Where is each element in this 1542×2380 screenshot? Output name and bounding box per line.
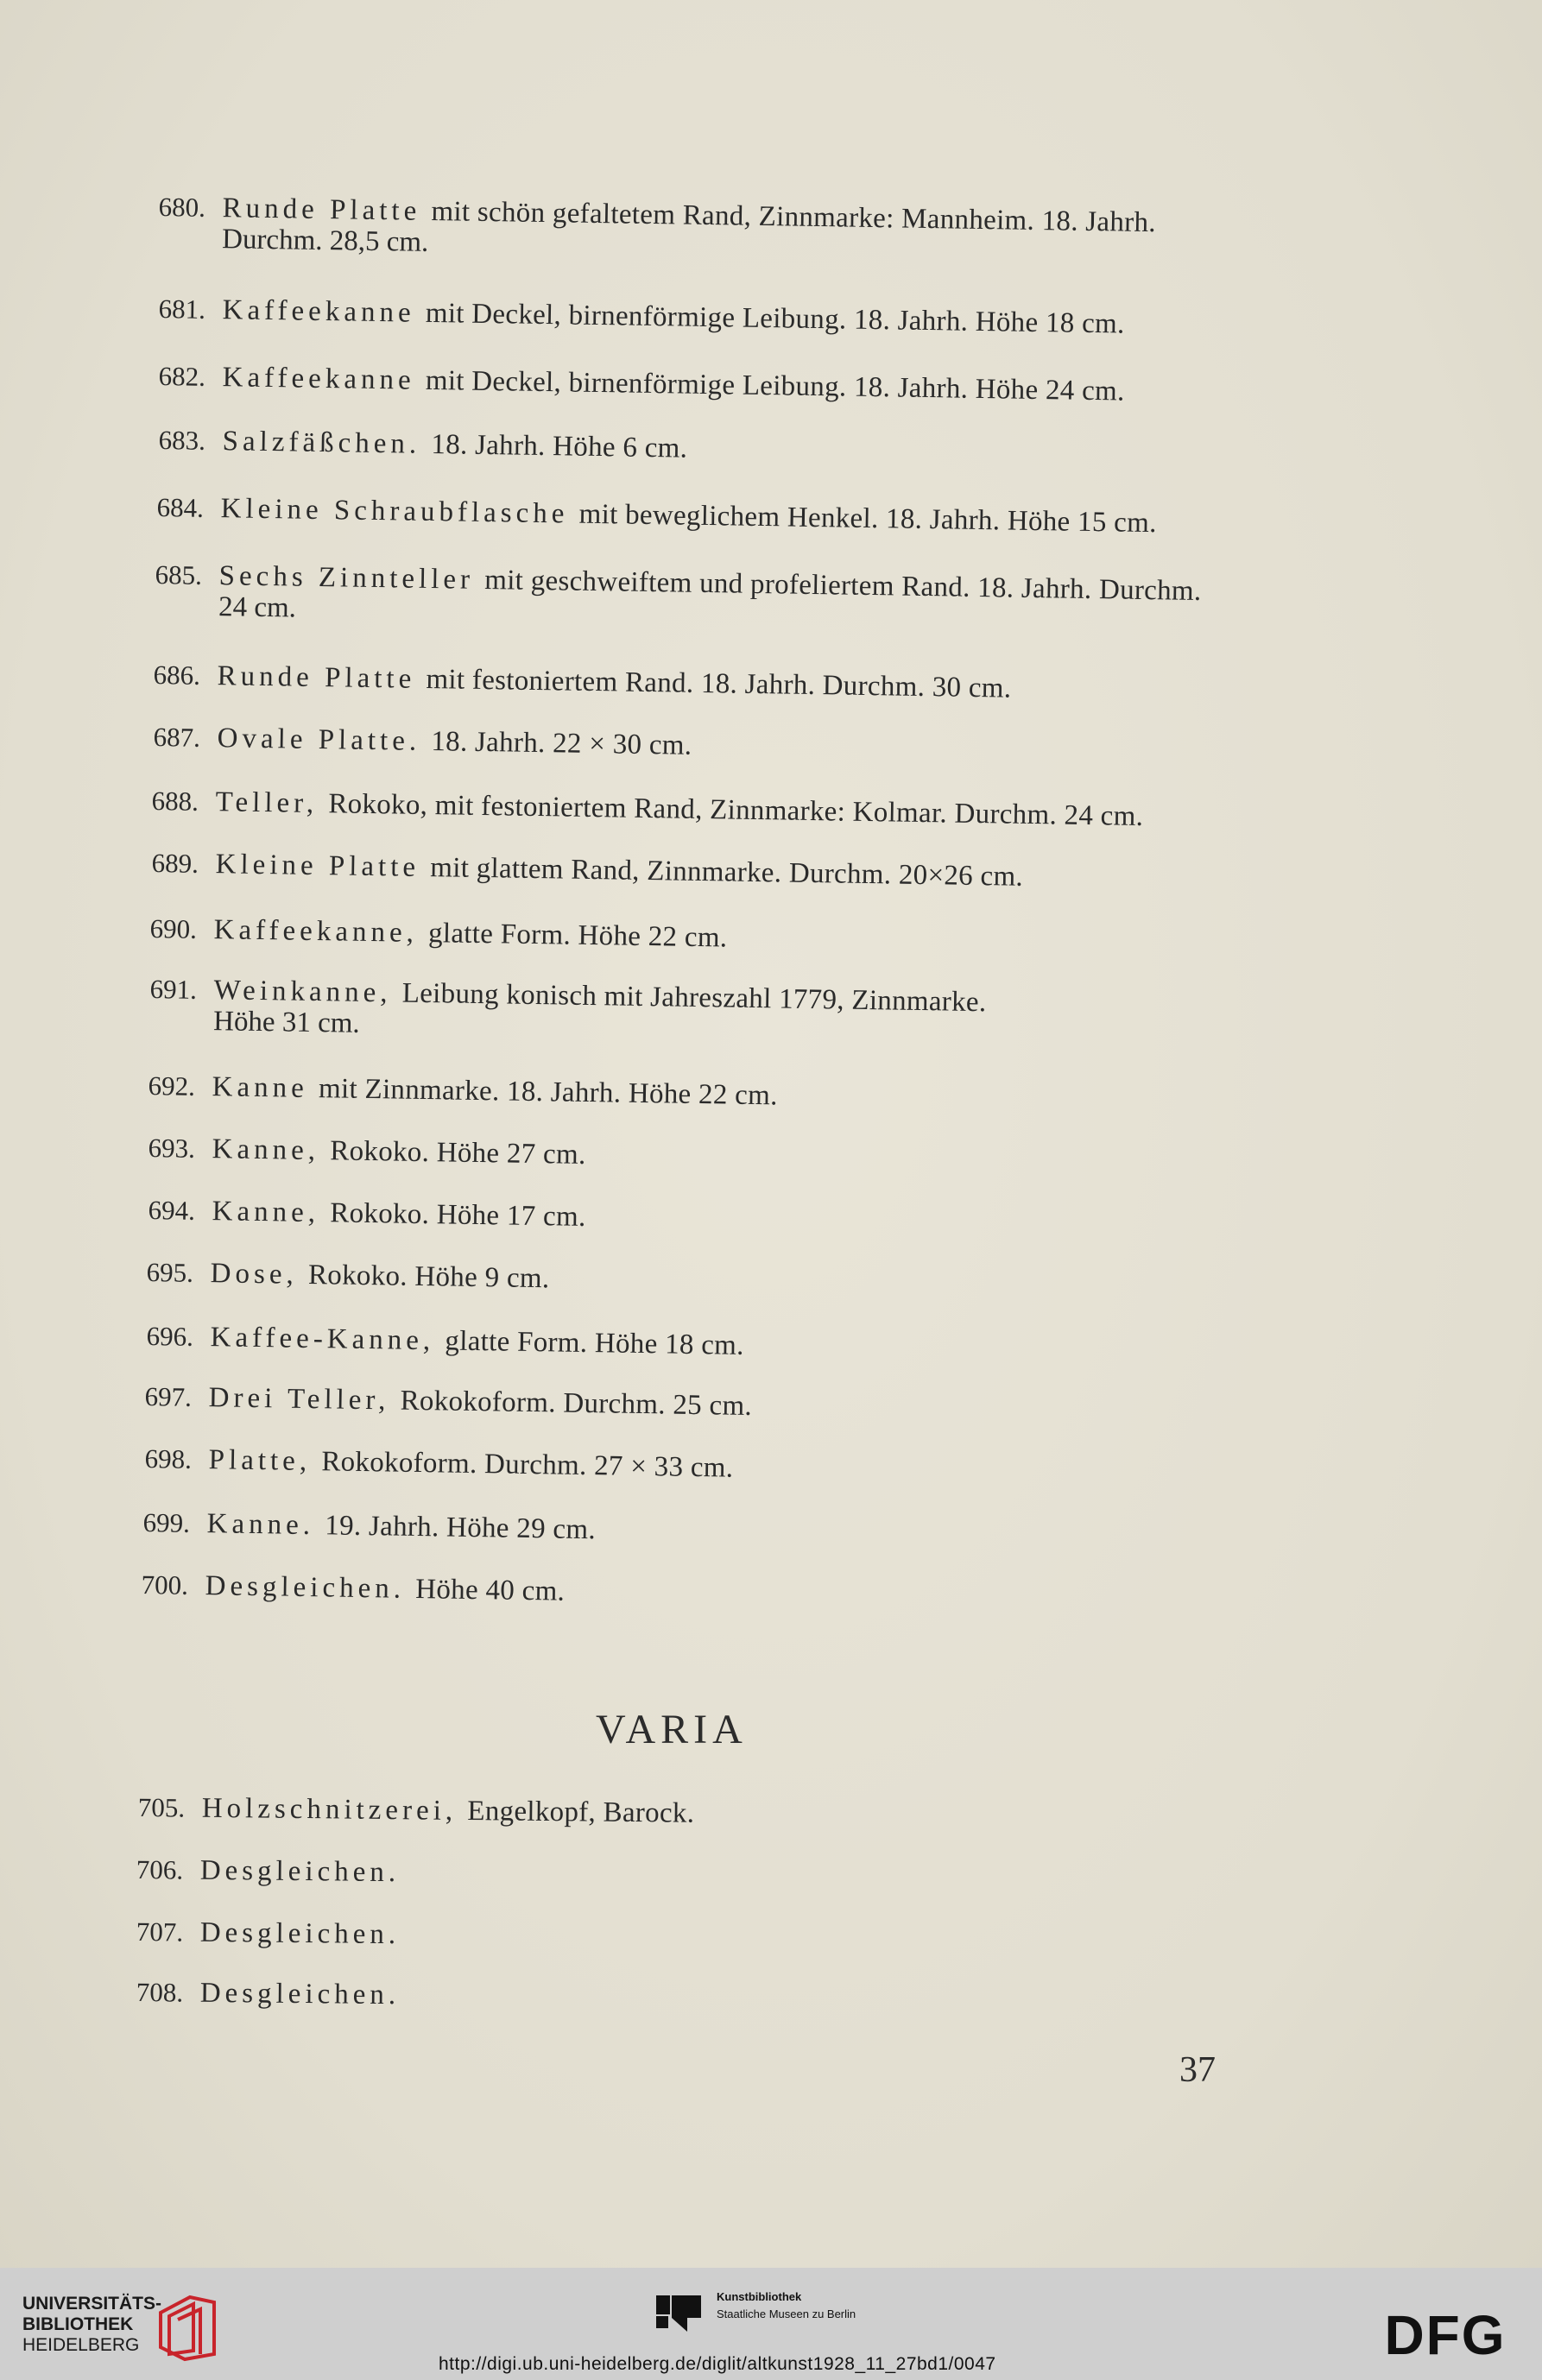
library-name-line3: HEIDELBERG [22, 2335, 140, 2355]
entry-title: Kanne. [206, 1508, 315, 1542]
entry-continuation: Durchm. 28,5 cm. [221, 224, 429, 258]
varia-entry [138, 1792, 1261, 1835]
entry-title: Kaffeekanne, [213, 914, 419, 949]
page-number: 37 [1179, 2050, 1216, 2090]
entry-title: Sechs Zinnteller [218, 560, 475, 596]
entry-number: 688. [151, 786, 199, 817]
entry-title: Kaffeekanne [222, 362, 415, 396]
entry-title: Desgleichen. [199, 1916, 401, 1951]
catalog-entry [156, 492, 1279, 540]
catalog-entry [153, 722, 1275, 770]
entry-number: 705. [137, 1792, 186, 1823]
kunstbibliothek-text [717, 2288, 856, 2323]
entry-description: Engelkopf, Barock. [467, 1795, 695, 1829]
entry-description: glatte Form. Höhe 18 cm. [445, 1325, 745, 1361]
entry-number: 693. [148, 1133, 196, 1164]
entry-title: Holzschnitzerei, [201, 1792, 458, 1827]
entry-number: 689. [151, 848, 199, 879]
entry-number: 700. [141, 1569, 189, 1600]
entry-number: 685. [155, 559, 203, 590]
catalog-entry [148, 1070, 1270, 1119]
entry-title: Drei Teller, [208, 1382, 390, 1417]
dfg-logo-text: DFG [1384, 2306, 1507, 2361]
entry-number: 707. [136, 1916, 184, 1948]
entry-number: 696. [146, 1321, 194, 1352]
entry-continuation: 24 cm. [218, 591, 297, 624]
entry-number: 694. [148, 1195, 196, 1226]
varia-entry [136, 1854, 1259, 1897]
entry-title: Desgleichen. [199, 1854, 401, 1889]
catalog-entry [149, 913, 1272, 962]
library-book-icon [152, 2294, 221, 2363]
entry-title: Kaffee-Kanne, [210, 1322, 435, 1357]
entry-number: 684. [156, 492, 205, 523]
footer-bar [0, 2268, 1542, 2380]
kunstbibliothek-emblem-icon [656, 2292, 701, 2333]
catalog-entry [146, 1321, 1268, 1369]
entry-continuation: Höhe 31 cm. [212, 1006, 360, 1039]
catalog-entry [151, 786, 1273, 834]
catalog-entry [144, 1443, 1267, 1492]
entry-description: 18. Jahrh. 22 × 30 cm. [431, 726, 692, 761]
library-name-line1: UNIVERSITÄTS- [22, 2294, 162, 2314]
entry-number: 695. [146, 1257, 194, 1288]
entry-title: Salzfäßchen. [222, 426, 421, 460]
partner-name: Kunstbibliothek [717, 2290, 802, 2303]
entry-description: Rokokoform. Durchm. 25 cm. [400, 1385, 753, 1423]
entry-title: Desgleichen. [205, 1570, 406, 1605]
entry-description: mit geschweiftem und profeliertem Rand. 18. Jahrh. Durchm. [483, 564, 1202, 608]
entry-title: Teller, [215, 786, 319, 820]
entry-description: Rokoko. Höhe 9 cm. [307, 1259, 550, 1295]
partner-subtitle: Staatliche Museen zu Berlin [717, 2307, 856, 2320]
entry-number: 699. [142, 1507, 191, 1538]
entry-description: mit beweglichem Henkel. 18. Jahrh. Höhe 15 cm. [578, 498, 1157, 540]
entry-description: Leibung konisch mit Jahreszahl 1779, Zinnmarke. [401, 977, 987, 1019]
entry-description: Höhe 40 cm. [415, 1573, 566, 1607]
catalog-entry [158, 425, 1280, 473]
entry-number: 682. [158, 361, 206, 392]
entry-number: 697. [144, 1381, 193, 1412]
entry-description: mit Deckel, birnenförmige Leibung. 18. Jahrh. Höhe 24 cm. [425, 364, 1125, 407]
catalog-entry [158, 294, 1280, 342]
catalog-entry [148, 1195, 1270, 1243]
catalog-entry [142, 1507, 1265, 1556]
catalog-entry [141, 1569, 1263, 1618]
entry-description: mit festoniertem Rand. 18. Jahrh. Durchm. 30 cm. [426, 663, 1012, 704]
section-heading-varia: VARIA [596, 1707, 748, 1752]
entry-description: Rokoko, mit festoniertem Rand, Zinnmarke: Kolmar. Durchm. 24 cm. [328, 788, 1144, 833]
entry-title: Runde Platte [222, 193, 421, 227]
entry-number: 698. [144, 1443, 193, 1474]
entry-number: 683. [158, 425, 206, 456]
entry-title: Kaffeekanne [222, 294, 415, 329]
varia-entry [136, 1916, 1259, 1960]
varia-entry [136, 1977, 1259, 2020]
entry-description: glatte Form. Höhe 22 cm. [427, 918, 728, 954]
entry-title: Kleine Schraubflasche [220, 493, 569, 530]
catalog-entry [155, 559, 1278, 639]
entry-number: 680. [158, 192, 206, 223]
entry-title: Dose, [210, 1258, 299, 1291]
entry-description: mit glattem Rand, Zinnmarke. Durchm. 20×26 cm. [430, 852, 1024, 893]
entry-number: 690. [149, 913, 198, 944]
catalog-entry [148, 1133, 1270, 1181]
entry-title: Kleine Platte [215, 849, 420, 883]
entry-description: 19. Jahrh. Höhe 29 cm. [325, 1510, 597, 1546]
entry-title: Desgleichen. [199, 1977, 401, 2011]
university-library-logo[interactable] [22, 2294, 230, 2363]
entry-number: 692. [148, 1070, 196, 1102]
entry-description: Rokoko. Höhe 27 cm. [330, 1135, 586, 1171]
dfg-logo[interactable] [1371, 2306, 1520, 2361]
catalog-entry [151, 848, 1273, 896]
entry-title: Runde Platte [217, 660, 416, 695]
entry-title: Platte, [208, 1444, 312, 1478]
kunstbibliothek-logo[interactable] [656, 2285, 898, 2337]
catalog-entry [144, 1381, 1267, 1430]
entry-number: 691. [149, 974, 198, 1005]
library-name-line2: BIBLIOTHEK [22, 2314, 134, 2334]
entry-description: mit Zinnmarke. 18. Jahrh. Höhe 22 cm. [318, 1073, 778, 1112]
entry-number: 706. [136, 1854, 184, 1885]
entry-title: Weinkanne, [213, 975, 392, 1009]
entry-description: Rokokoform. Durchm. 27 × 33 cm. [321, 1446, 734, 1484]
entry-description: Rokoko. Höhe 17 cm. [330, 1197, 586, 1233]
entry-title: Ovale Platte. [217, 723, 421, 757]
permalink-url[interactable]: http://digi.ub.uni-heidelberg.de/diglit/altkunst1928_11_27bd1/0047 [439, 2354, 996, 2374]
catalog-entry [146, 1257, 1268, 1305]
entry-number: 686. [153, 660, 201, 691]
entry-title: Kanne, [212, 1196, 320, 1229]
entry-number: 681. [158, 294, 206, 325]
entry-description: 18. Jahrh. Höhe 6 cm. [431, 428, 688, 464]
entry-description: mit schön gefaltetem Rand, Zinnmarke: Mannheim. 18. Jahrh. [431, 195, 1157, 239]
entry-number: 687. [153, 722, 201, 753]
entry-number: 708. [136, 1977, 184, 2008]
catalog-entry [149, 974, 1273, 1053]
catalog-entry [153, 660, 1275, 708]
entry-title: Kanne, [212, 1133, 320, 1167]
entry-title: Kanne [212, 1071, 309, 1104]
catalog-entry [158, 192, 1281, 271]
catalog-entry [158, 361, 1280, 409]
entry-description: mit Deckel, birnenförmige Leibung. 18. Jahrh. Höhe 18 cm. [425, 297, 1125, 340]
